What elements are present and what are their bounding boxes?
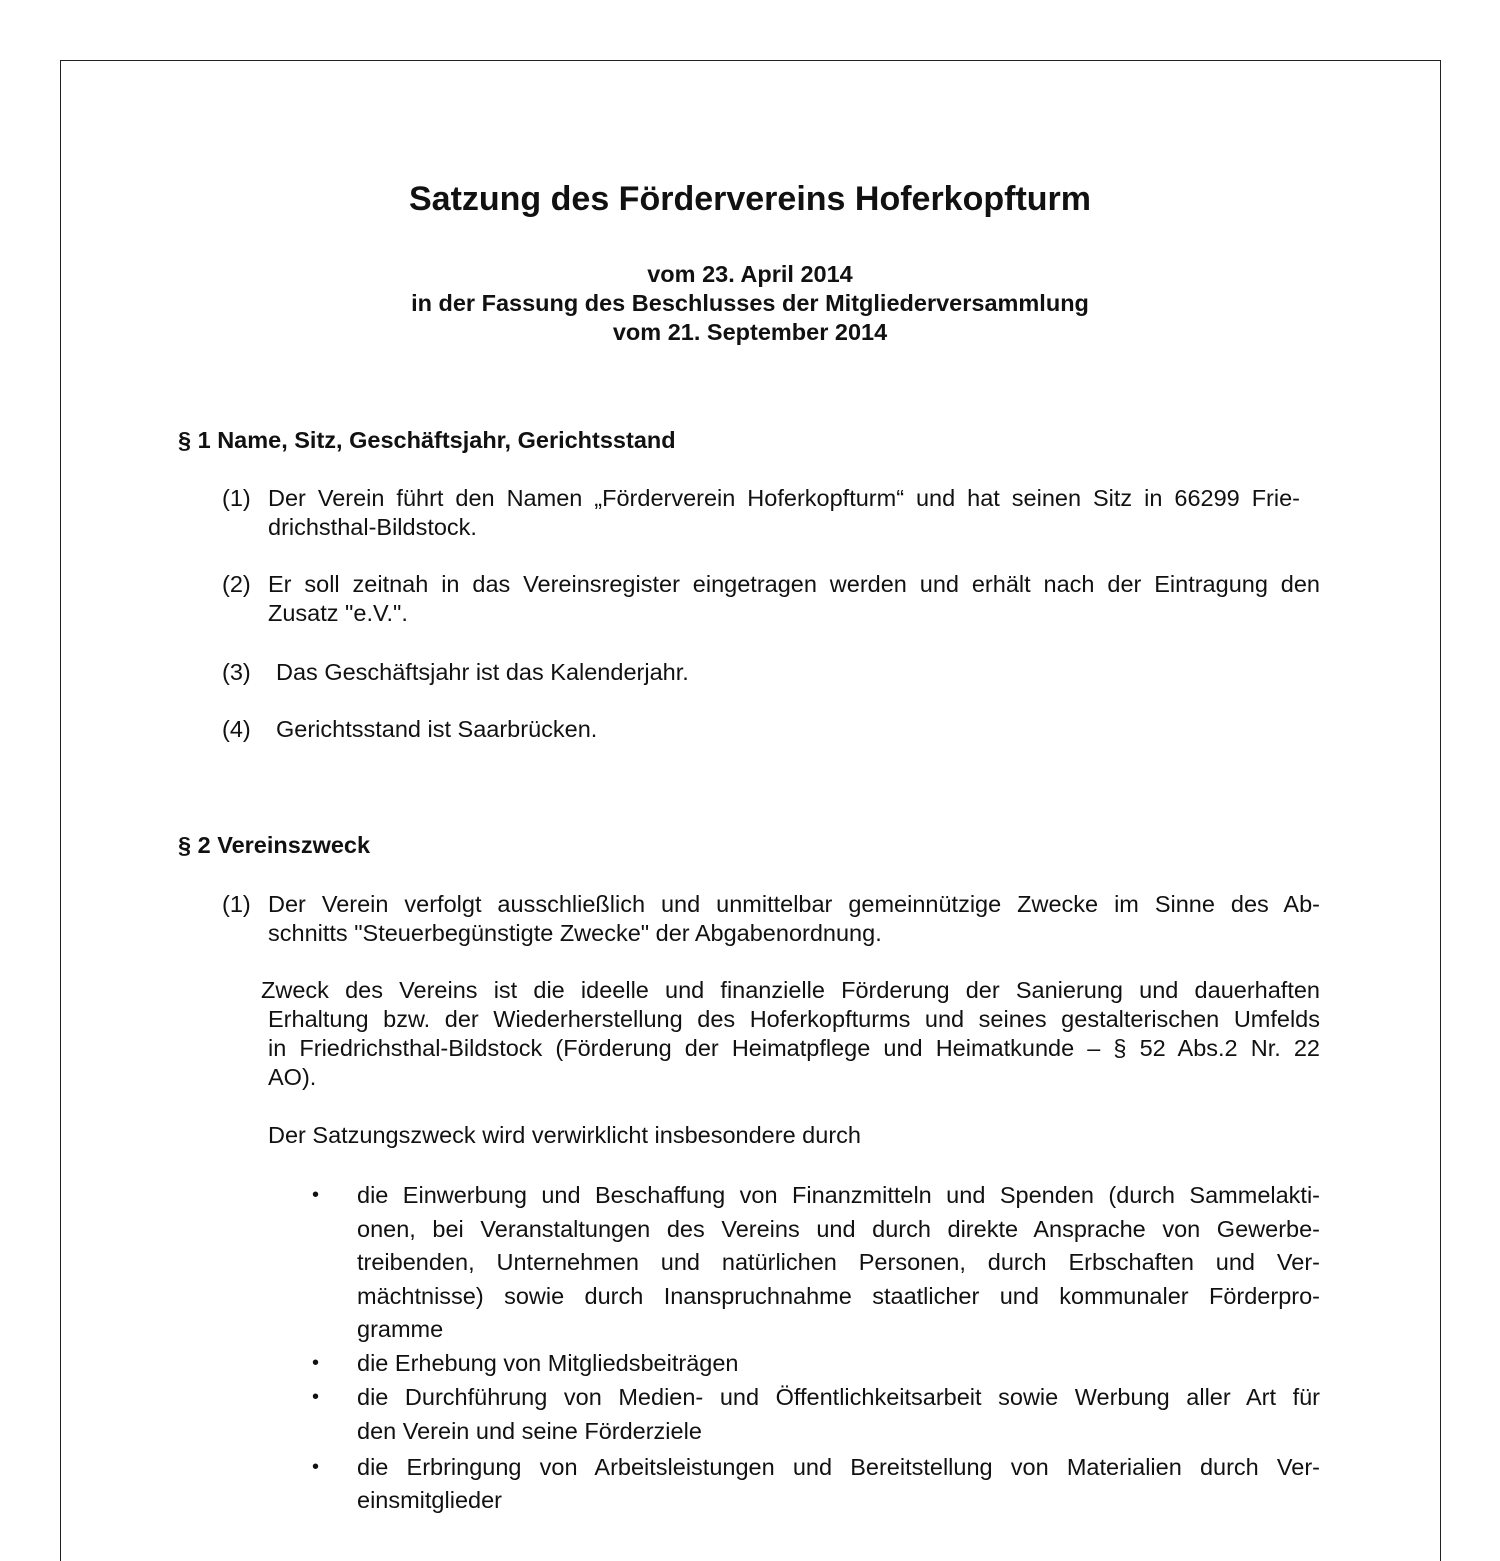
list-item-line: treibenden, Unternehmen und natürlichen Personen, durch Erbschaften und Ver- [357, 1249, 1320, 1275]
list-item-line: mächtnisse) sowie durch Inanspruchnahme staatlicher und kommunaler Förderpro- [357, 1283, 1320, 1309]
item-number: (1) [222, 485, 251, 511]
list-item-line: onen, bei Veranstaltungen des Vereins und durch direkte Ansprache von Gewerbe- [357, 1216, 1320, 1242]
section-heading: § 1 Name, Sitz, Geschäftsjahr, Gerichtsstand [178, 427, 676, 453]
paragraph-line: Der Satzungszweck wird verwirklicht insbesondere durch [268, 1122, 861, 1148]
paragraph-line: Das Geschäftsjahr ist das Kalenderjahr. [276, 659, 689, 685]
bullet-icon: • [312, 1184, 320, 1206]
paragraph-line: Erhaltung bzw. der Wiederherstellung des Hoferkopfturms und seines gestalterischen Umfelds [268, 1006, 1320, 1032]
paragraph-line: drichsthal-Bildstock. [268, 514, 477, 540]
item-number: (1) [222, 891, 251, 917]
paragraph-line: Der Verein verfolgt ausschließlich und unmittelbar gemeinnützige Zwecke im Sinne des Ab- [268, 891, 1320, 917]
item-number: (2) [222, 571, 251, 597]
paragraph-line: schnitts "Steuerbegünstigte Zwecke" der Abgabenordnung. [268, 920, 882, 946]
paragraph-line: Gerichtsstand ist Saarbrücken. [276, 716, 598, 742]
bullet-icon: • [312, 1456, 320, 1478]
list-item-line: den Verein und seine Förderziele [357, 1418, 702, 1444]
paragraph-line: Zweck des Vereins ist die ideelle und finanzielle Förderung der Sanierung und dauerhaften [261, 977, 1320, 1003]
list-item-line: einsmitglieder [357, 1487, 502, 1513]
paragraph-line: Zusatz "e.V.". [268, 600, 408, 626]
bullet-icon: • [312, 1352, 320, 1374]
paragraph-line: AO). [268, 1064, 317, 1090]
subtitle-line: vom 21. September 2014 [612, 319, 888, 345]
paragraph-line: Der Verein führt den Namen „Förderverein Hoferkopfturm“ und hat seinen Sitz in 66299 Frie- [268, 485, 1300, 511]
list-item-line: die Erhebung von Mitgliedsbeiträgen [357, 1350, 739, 1376]
document-title: Satzung des Fördervereins Hoferkopfturm [408, 180, 1091, 218]
paragraph-line: Er soll zeitnah in das Vereinsregister eingetragen werden und erhält nach der Eintragung den [268, 571, 1320, 597]
list-item-line: die Durchführung von Medien- und Öffentlichkeitsarbeit sowie Werbung aller Art für [357, 1384, 1320, 1410]
list-item-line: gramme [357, 1316, 444, 1342]
bullet-icon: • [312, 1386, 320, 1408]
subtitle-line: vom 23. April 2014 [647, 261, 853, 287]
section-heading: § 2 Vereinszweck [178, 832, 371, 858]
item-number: (3) [222, 659, 251, 685]
item-number: (4) [222, 716, 251, 742]
subtitle-line: in der Fassung des Beschlusses der Mitgliederversammlung [411, 290, 1089, 316]
list-item-line: die Erbringung von Arbeitsleistungen und Bereitstellung von Materialien durch Ver- [357, 1454, 1320, 1480]
list-item-line: die Einwerbung und Beschaffung von Finanzmitteln und Spenden (durch Sammelakti- [357, 1182, 1320, 1208]
paragraph-line: in Friedrichsthal-Bildstock (Förderung der Heimatpflege und Heimatkunde – § 52 Abs.2 Nr. 22 [268, 1035, 1320, 1061]
